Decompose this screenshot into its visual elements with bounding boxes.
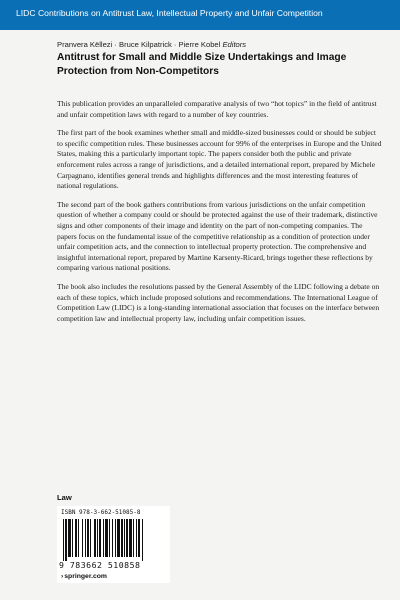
barcode-bar xyxy=(124,519,125,557)
editors-line xyxy=(57,40,246,49)
series-title: LIDC Contributions on Antitrust Law, Intellectual Property and Unfair Competition xyxy=(16,8,323,18)
barcode-graphic xyxy=(63,519,163,561)
barcode-bar xyxy=(85,519,86,557)
barcode-bar xyxy=(109,519,110,557)
barcode-bar xyxy=(105,519,108,557)
barcode-bar xyxy=(63,519,64,561)
barcode-box xyxy=(57,506,170,583)
barcode-bar xyxy=(126,519,128,557)
blurb-paragraph-1: This publication provides an unparalleled comparative analysis of two “hot topics” in the field of antitrust and unfair competition laws with regard to a number of key countries. xyxy=(57,99,377,119)
blurb-paragraph-3: The second part of the book gathers contributions from various jurisdictions on the unfair competition question of whether a company could or should be protected against the use of their trademark, distinctive signs and other components of their image and identity on the part of non-competing companies. The papers focus on the fundamental issue of the competitive relationship as a condition of protection under unfair competition acts, and the connection to intellectual property protection. The comprehensive and insightful international report, prepared by Martine Karsenty-Ricard, brings together these reflections by comparing various national positions. xyxy=(57,199,378,273)
book-title: Antitrust for Small and Middle Size Undertakings and Image Protection from Non-Competitors xyxy=(57,52,347,77)
barcode-bar xyxy=(115,519,116,557)
barcode-bar xyxy=(78,519,79,557)
barcode-bar xyxy=(97,519,98,557)
barcode-bar xyxy=(87,519,89,557)
barcode-bar xyxy=(133,519,134,557)
barcode-bar xyxy=(138,519,140,557)
blurb-paragraph-2: The first part of the book examines whether small and middle-sized businesses could or should be subject to specific competition rules. These businesses account for 99% of the enterprises in Europe and the United States, making this a particularly important topic. The papers consider both the public and private enforcement rules across a range of jurisdictions, and a detailed international report, prepared by Michele Carpagnano, identifies general trends and highlights differences and the most interesting features of national regulations. xyxy=(57,128,382,191)
barcode-bar xyxy=(75,519,77,557)
barcode-bar xyxy=(142,519,143,561)
editors-names: Pranvera Këllezi · Bruce Kilpatrick · Pierre Kobel xyxy=(57,40,221,49)
subject-category: Law xyxy=(57,493,72,502)
barcode-bar xyxy=(72,519,73,557)
blurb-text xyxy=(57,99,382,332)
barcode-bar xyxy=(117,519,120,557)
barcode-bar xyxy=(68,519,71,557)
barcode-bar xyxy=(121,519,123,557)
barcode-number: 9 783662 510858 xyxy=(59,560,141,570)
barcode-bar xyxy=(112,519,113,557)
arrow-icon: › xyxy=(61,573,64,580)
barcode-bar xyxy=(65,519,67,561)
barcode-bar xyxy=(94,519,96,557)
publisher-link[interactable] xyxy=(61,573,107,580)
barcode-bar xyxy=(90,519,91,557)
editors-role: Editors xyxy=(222,40,247,49)
blurb-paragraph-4: The book also includes the resolutions passed by the General Assembly of the LIDC following a debate on each of these topics, which include proposed solutions and recommendations. The International League of Competition Law (LIDC) is a long-standing international association that focuses on the interface between competition law and intellectual property law, including unfair competition issues. xyxy=(57,281,380,323)
publisher-label: springer.com xyxy=(64,573,107,580)
series-header-bar xyxy=(0,0,400,30)
barcode-bar xyxy=(99,519,101,557)
barcode-bar xyxy=(136,519,137,557)
barcode-bar xyxy=(82,519,83,557)
barcode-bar xyxy=(129,519,132,557)
barcode-bar xyxy=(103,519,104,557)
isbn-label: ISBN 978-3-662-51085-8 xyxy=(61,509,141,516)
